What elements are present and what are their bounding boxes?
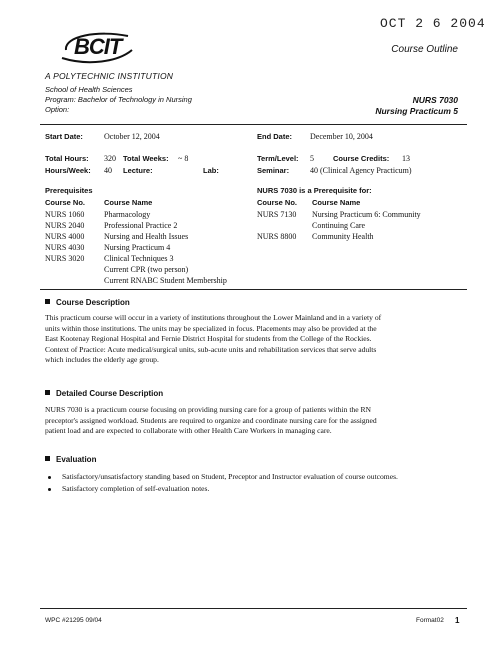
prereqfor-col-course-no: Course No. xyxy=(257,198,298,207)
prereq-row-name: Nursing and Health Issues xyxy=(104,232,189,241)
logo-text: BCIT xyxy=(74,34,122,59)
doc-type-title: Course Outline xyxy=(391,44,458,55)
detailed-description-text xyxy=(45,405,470,437)
total-hours-value: 320 xyxy=(104,154,116,163)
prereq-col-course-no: Course No. xyxy=(45,198,86,207)
section-bullet-icon xyxy=(45,299,50,304)
hours-week-value: 40 xyxy=(104,166,112,175)
term-level-label: Term/Level: xyxy=(257,154,299,163)
course-code: NURS 7030 xyxy=(412,95,458,105)
paragraph-line: This practicum course will occur in a variety of institutions throughout the Lower Mainland and in a variety of xyxy=(45,313,382,322)
course-description-heading xyxy=(45,298,130,307)
hours-week-label: Hours/Week: xyxy=(45,166,91,175)
page-number: 1 xyxy=(455,616,460,625)
prereq-row-no: NURS 4000 xyxy=(45,232,85,241)
program-name: Program: Bachelor of Technology in Nursing xyxy=(45,95,192,104)
prereqfor-row-name: Community Health xyxy=(312,232,374,241)
prereqfor-row-name-cont: Continuing Care xyxy=(312,221,366,230)
prereq-row-name: Current RNABC Student Membership xyxy=(104,276,227,285)
info-divider xyxy=(40,289,467,290)
institution-tagline: A POLYTECHNIC INSTITUTION xyxy=(45,71,174,81)
course-description-text xyxy=(45,313,470,366)
course-heading xyxy=(375,95,458,117)
prereq-row-no: NURS 2040 xyxy=(45,221,85,230)
end-date-value: December 10, 2004 xyxy=(310,132,373,141)
prereqfor-col-course-name: Course Name xyxy=(312,198,361,207)
end-date-label: End Date: xyxy=(257,132,293,141)
detailed-description-heading xyxy=(45,389,163,398)
prereq-row-no: NURS 3020 xyxy=(45,254,85,263)
prereq-col-course-name: Course Name xyxy=(104,198,153,207)
start-date-value: October 12, 2004 xyxy=(104,132,160,141)
course-credits-label: Course Credits: xyxy=(333,154,390,163)
evaluation-item: Satisfactory completion of self-evaluation notes. xyxy=(62,484,210,493)
prereq-row-name: Professional Practice 2 xyxy=(104,221,178,230)
course-name: Nursing Practicum 5 xyxy=(375,106,458,116)
paragraph-line: preceptor's assigned workload. Students are required to organize and coordinate nursing care for the assigned xyxy=(45,415,377,425)
prereq-row-name: Current CPR (two person) xyxy=(104,265,189,274)
paragraph-line: Context of Practice: Acute medical/surgical units, sub-acute units and rehabilitation services that serve adults xyxy=(45,344,377,354)
prereq-row-name: Nursing Practicum 4 xyxy=(104,243,171,252)
prerequisites-heading: Prerequisites xyxy=(45,186,93,195)
seminar-label: Seminar: xyxy=(257,166,290,175)
school-name: School of Health Sciences xyxy=(45,85,133,94)
received-date-stamp: OCT 2 6 2004 xyxy=(380,16,486,31)
paragraph-line: units within those institutions. The units may be specialized in focus. Placements may also be provided at the xyxy=(45,323,377,333)
prereq-row-no: NURS 1060 xyxy=(45,210,85,219)
course-description-title: Course Description xyxy=(56,298,130,307)
prereq-row-name: Pharmacology xyxy=(104,210,151,219)
detailed-description-title: Detailed Course Description xyxy=(56,389,164,398)
evaluation-heading xyxy=(45,455,96,464)
footer-divider xyxy=(40,608,467,609)
seminar-value: 40 (Clinical Agency Practicum) xyxy=(310,166,412,175)
footer-format: Format02 xyxy=(416,617,444,624)
term-level-value: 5 xyxy=(310,154,314,163)
paragraph-line: NURS 7030 is a practicum course focusing on providing nursing care for a group of patients within the RN xyxy=(45,405,372,414)
prereqfor-row-no: NURS 8800 xyxy=(257,232,297,241)
start-date-label: Start Date: xyxy=(45,132,83,141)
total-weeks-value: ~ 8 xyxy=(178,154,189,163)
prereq-row-no: NURS 4030 xyxy=(45,243,85,252)
total-hours-label: Total Hours: xyxy=(45,154,89,163)
prereq-row-name: Clinical Techniques 3 xyxy=(104,254,174,263)
evaluation-title: Evaluation xyxy=(56,455,97,464)
prerequisite-for-heading: NURS 7030 is a Prerequisite for: xyxy=(257,186,372,195)
paragraph-line: which includes the elderly age group. xyxy=(45,355,159,364)
section-bullet-icon xyxy=(45,456,50,461)
lab-label: Lab: xyxy=(203,166,219,175)
course-credits-value: 13 xyxy=(402,154,410,163)
footer-document-id: WPC #21295 09/04 xyxy=(45,617,102,624)
prereqfor-row-name: Nursing Practicum 6: Community xyxy=(312,210,421,219)
option-label: Option: xyxy=(45,105,70,114)
section-bullet-icon xyxy=(45,390,50,395)
bullet-icon xyxy=(48,488,51,491)
paragraph-line: patient load and are expected to collaborate with other Health Care Workers in managing care. xyxy=(45,426,332,435)
bullet-icon xyxy=(48,476,51,479)
total-weeks-label: Total Weeks: xyxy=(123,154,169,163)
evaluation-item: Satisfactory/unsatisfactory standing based on Student, Preceptor and Instructor evaluation of course outcomes. xyxy=(62,472,398,481)
lecture-label: Lecture: xyxy=(123,166,153,175)
header-divider xyxy=(40,124,467,125)
prereqfor-row-no: NURS 7130 xyxy=(257,210,297,219)
paragraph-line: East Kootenay Regional Hospital and Fernie District Hospital for students from the College of the Rockies. xyxy=(45,334,372,343)
